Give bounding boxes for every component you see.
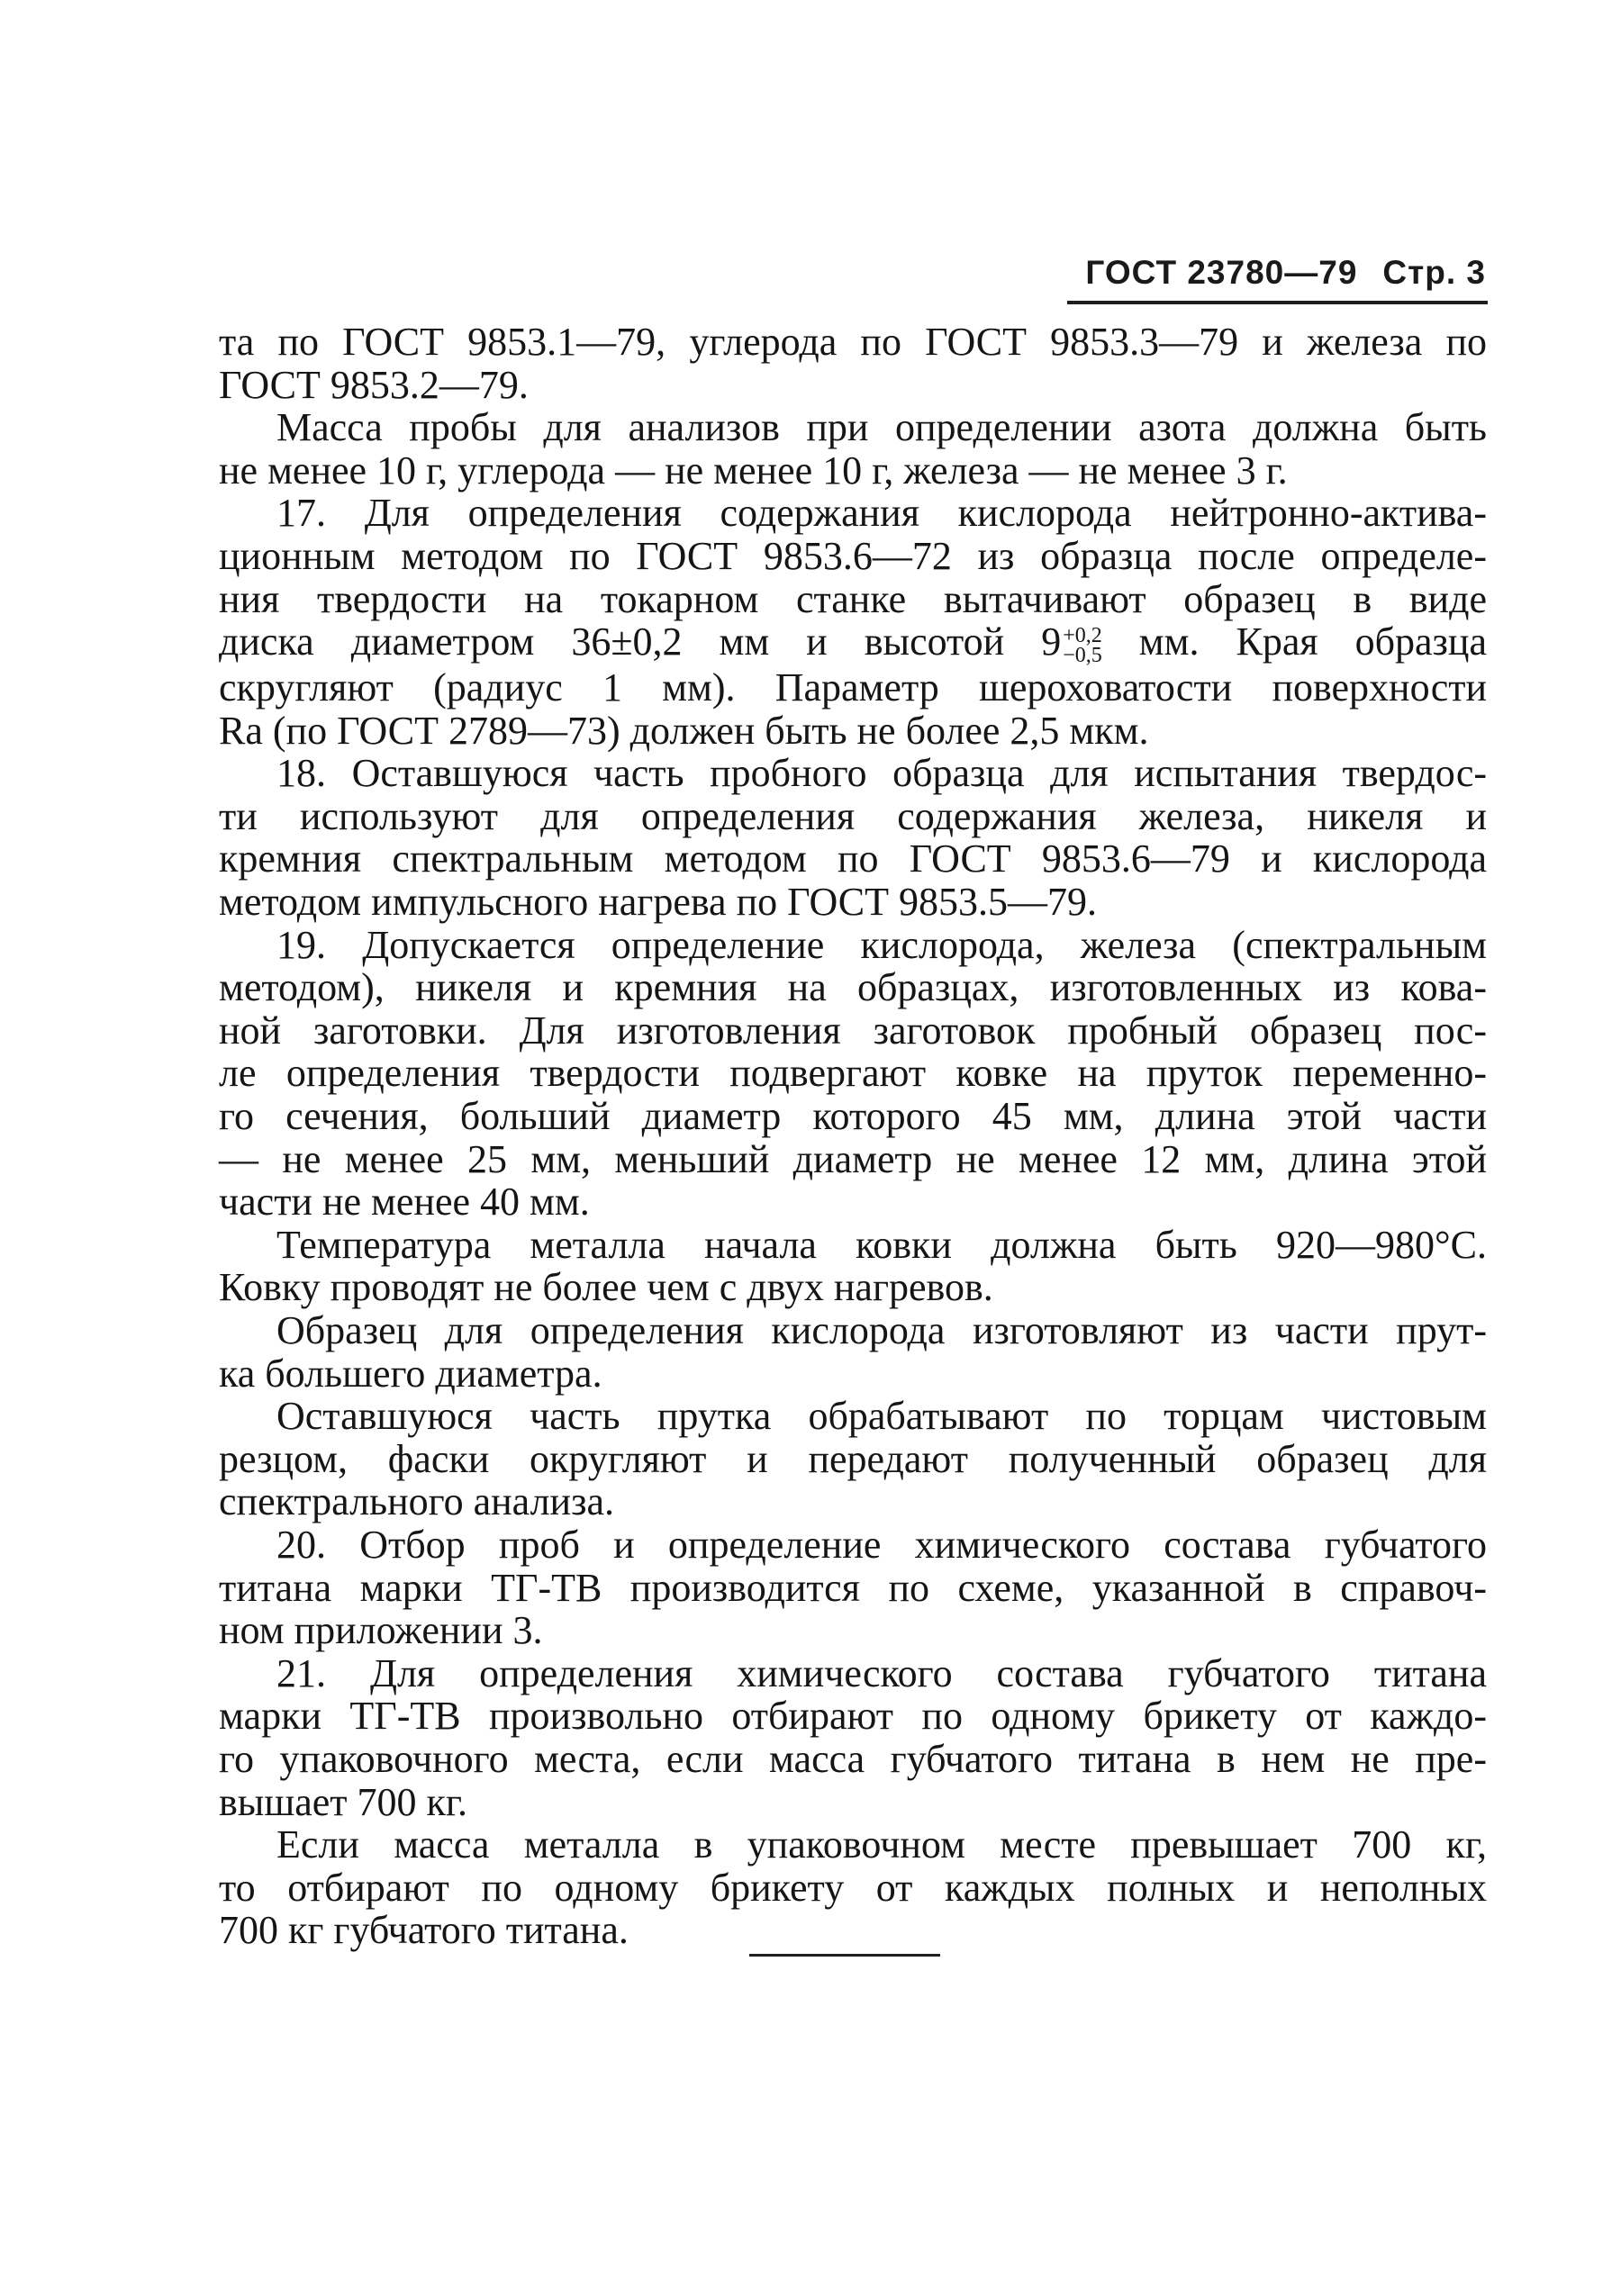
text-line: 700 кг губчатого титана.	[219, 1908, 629, 1953]
paragraph-continuation-end	[219, 362, 1487, 407]
paragraph-oxygen-sample-end	[219, 1351, 1487, 1396]
clause-18-line	[219, 793, 1487, 838]
clause-17-line	[219, 533, 1487, 578]
text-line: 21. Для определения химического состава губчатого титана	[276, 1650, 1487, 1695]
text-line: кремния спектральным методом по ГОСТ 9853.6—79 и кислорода	[219, 836, 1487, 881]
clause-17	[219, 493, 1487, 534]
text-line: ной заготовки. Для изготовления заготовок пробный образец пос-	[219, 1008, 1487, 1053]
clause-20-end	[219, 1608, 1487, 1653]
paragraph-remaining-bar-end	[219, 1479, 1487, 1524]
clause-19-line	[219, 1008, 1487, 1053]
running-header	[1072, 254, 1486, 292]
clause-17-line	[219, 665, 1487, 710]
clause-18-end	[219, 882, 1487, 923]
text-line: ка большего диаметра.	[219, 1351, 602, 1396]
text-line: Образец для определения кислорода изготовляют из части прут-	[276, 1307, 1487, 1352]
header-rule	[1067, 301, 1488, 304]
clause-21	[219, 1650, 1487, 1695]
clause-19-line	[219, 1136, 1487, 1181]
text-line: ния твердости на токарном станке вытачивают образец в виде	[219, 576, 1487, 621]
text-line: скругляют (радиус 1 мм). Параметр шероховатости поверхности	[219, 665, 1487, 710]
clause-20	[219, 1522, 1487, 1567]
paragraph-oxygen-sample	[219, 1307, 1487, 1352]
page-body	[219, 322, 1487, 1954]
text-line: то отбирают по одному брикету от каждых полных и неполных	[219, 1865, 1487, 1910]
text-line: методом импульсного нагрева по ГОСТ 9853.5—79.	[219, 880, 1098, 925]
text-line: го упаковочного места, если масса губчатого титана в нем не пре-	[219, 1736, 1487, 1781]
clause-19-line	[219, 1094, 1487, 1138]
paragraph-remaining-bar	[219, 1394, 1487, 1439]
text-line: марки ТГ-ТВ произвольно отбирают по одному брикету от каждо-	[219, 1694, 1487, 1739]
clause-17-line	[219, 576, 1487, 621]
paragraph-packing-mass	[219, 1822, 1487, 1867]
end-of-text-rule	[749, 1954, 940, 1957]
clause-21-line	[219, 1736, 1487, 1781]
text-line: резцом, фаски округляют и передают полученный образец для	[219, 1436, 1487, 1481]
paragraph-forging-temperature-end	[219, 1265, 1487, 1310]
text-line: 20. Отбор проб и определение химического состава губчатого	[276, 1522, 1487, 1567]
paragraph-sample-mass-end	[219, 447, 1487, 493]
text-line: титана марки ТГ-ТВ производится по схеме, указанной в справоч-	[219, 1565, 1487, 1610]
clause-19-line	[219, 965, 1487, 1010]
text-line: Если масса металла в упаковочном месте превышает 700 кг,	[276, 1822, 1487, 1867]
height-tolerance	[1063, 624, 1102, 668]
clause-17-end	[219, 708, 1487, 753]
text-line: части не менее 40 мм.	[219, 1180, 590, 1225]
text-line: 17. Для определения содержания кислорода нейтронно-актива-	[276, 491, 1487, 536]
text-line: ле определения твердости подвергают ковке на пруток переменно-	[219, 1051, 1487, 1096]
paragraph-remaining-bar-line	[219, 1436, 1487, 1481]
text-line: не менее 10 г, углерода — не менее 10 г, железа — не менее 3 г.	[219, 447, 1288, 493]
clause-19	[219, 922, 1487, 967]
text-line: Ковку проводят не более чем с двух нагревов.	[219, 1265, 993, 1310]
text-line: ти используют для определения содержания железа, никеля и	[219, 793, 1487, 838]
clause-19-end	[219, 1182, 1487, 1223]
text-line: 19. Допускается определение кислорода, железа (спектральным	[276, 922, 1487, 967]
text-line: спектрального анализа.	[219, 1479, 615, 1524]
text-line: го сечения, больший диаметр которого 45 мм, длина этой части	[219, 1094, 1487, 1138]
text-line: — не менее 25 мм, меньший диаметр не менее 12 мм, длина этой	[219, 1136, 1487, 1181]
tolerance-upper: +0,2	[1063, 624, 1102, 648]
text-line: ГОСТ 9853.2—79.	[219, 362, 529, 407]
text-line: Масса пробы для анализов при определении азота должна быть	[276, 405, 1487, 450]
standard-number: ГОСТ 23780—79	[1085, 254, 1358, 291]
text-line: та по ГОСТ 9853.1—79, углерода по ГОСТ 9853.3—79 и железа по	[219, 320, 1487, 364]
text-line: методом), никеля и кремния на образцах, изготовленных из кова-	[219, 965, 1487, 1010]
clause-18	[219, 751, 1487, 796]
text-line: Оставшуюся часть прутка обрабатывают по торцам чистовым	[276, 1394, 1487, 1439]
page-number: Стр. 3	[1382, 254, 1486, 291]
text-line: вышает 700 кг.	[219, 1779, 467, 1824]
clause-18-line	[219, 836, 1487, 881]
text-line: Ra (по ГОСТ 2789—73) должен быть не более 2,5 мкм.	[219, 708, 1149, 753]
clause-17-line-tolerance	[219, 619, 1487, 668]
paragraph-packing-mass-end	[219, 1908, 1487, 1953]
paragraph-forging-temperature	[219, 1222, 1487, 1267]
text-line: 18. Оставшуюся часть пробного образца для испытания твердос-	[276, 751, 1487, 796]
text-line: диска диаметром 36±0,2 мм и высотой 9	[219, 619, 1062, 664]
paragraph-sample-mass	[219, 405, 1487, 450]
tolerance-lower: −0,5	[1063, 644, 1102, 668]
paragraph-continuation	[219, 322, 1487, 363]
clause-20-line	[219, 1565, 1487, 1610]
clause-21-end	[219, 1779, 1487, 1824]
text-line: Температура металла начала ковки должна быть 920—980°С.	[276, 1222, 1487, 1267]
clause-19-line	[219, 1053, 1487, 1094]
text-line: ционным методом по ГОСТ 9853.6—72 из образца после определе-	[219, 533, 1487, 578]
paragraph-packing-mass-line	[219, 1865, 1487, 1910]
text-line: ном приложении 3.	[219, 1608, 543, 1653]
text-line: мм. Края образца	[1101, 619, 1487, 664]
clause-21-line	[219, 1696, 1487, 1737]
